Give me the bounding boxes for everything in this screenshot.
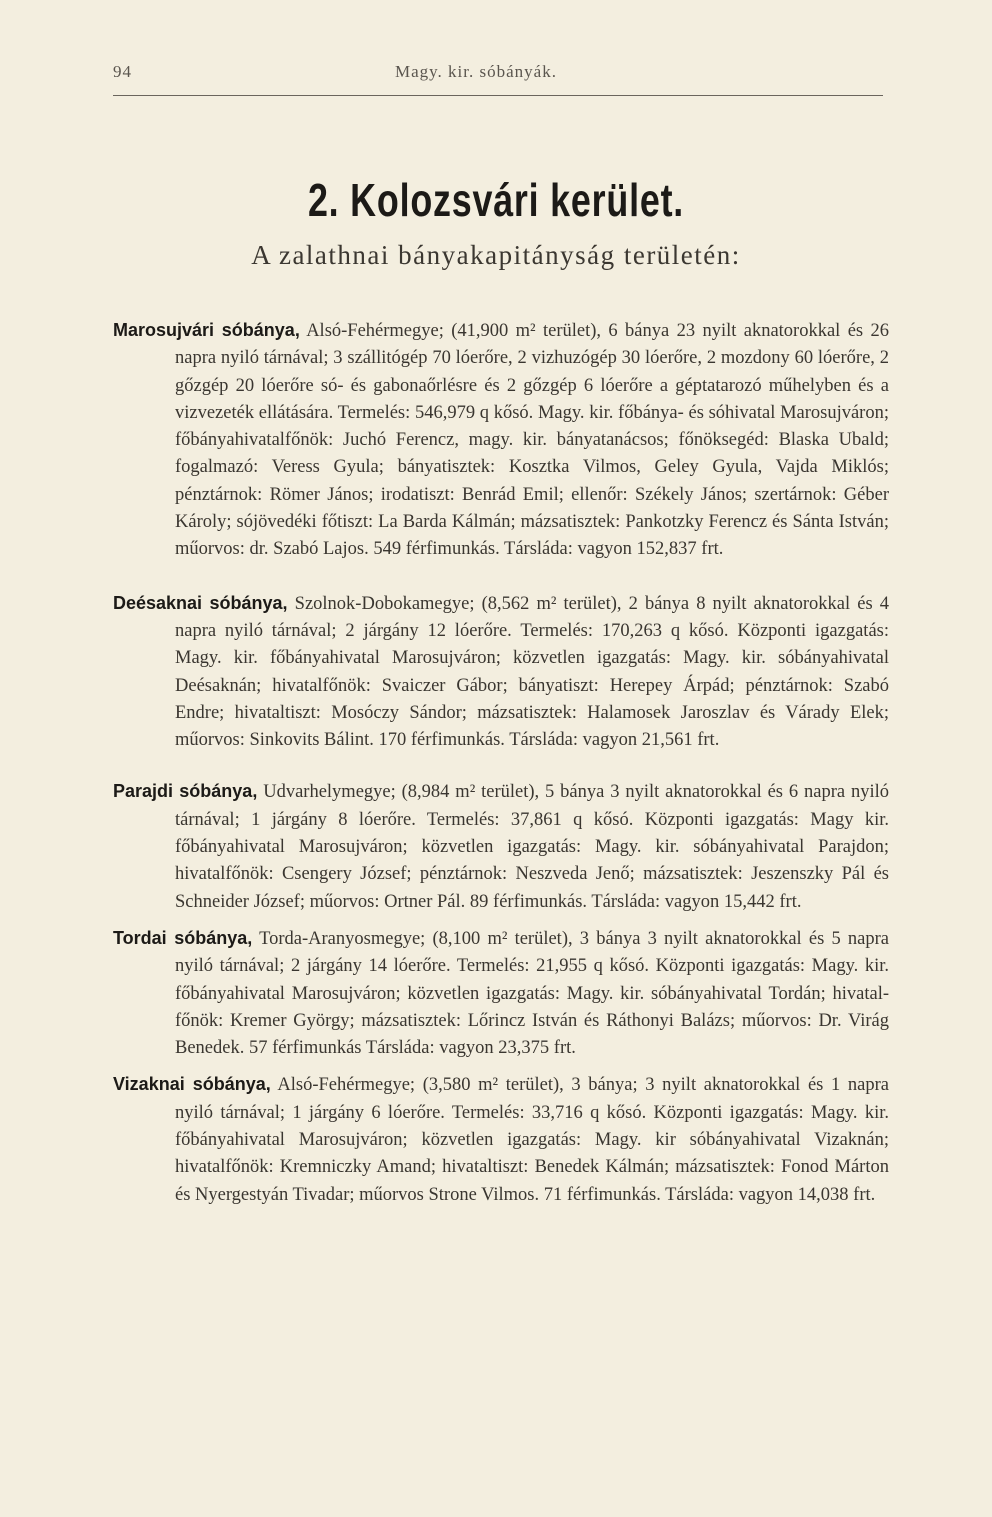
entries-list xyxy=(113,317,889,1218)
page-number: 94 xyxy=(113,62,132,81)
header-rule xyxy=(113,95,883,96)
entry-name: Vizaknai sóbánya, xyxy=(113,1074,271,1095)
entry-name: Marosujvári sóbánya, xyxy=(113,320,300,340)
entry-vizakna xyxy=(113,1071,889,1208)
entry-parajd xyxy=(113,778,889,915)
entry-marosujvar xyxy=(113,317,889,564)
chapter-title: 2. Kolozsvári kerület. xyxy=(307,174,685,226)
chapter-subtitle: A zalathnai bányakapitányság területén: xyxy=(251,240,741,270)
entry-name: Parajdi sóbánya, xyxy=(113,781,258,802)
entry-text: Alsó-Fehérmegye; (41,900 m² terület), 6 bánya 23 nyilt aknatorokkal és 26 napra nyiló tárnával; 3 szállitógép 70 lóerőre, 2 vizhuzógép 30 lóerőre, 2 mozdony 60 lóerőre, 2 gőzgép 20 lóerőre só- és gabonaőrlésre és 2 gőzgép 6 lóerőre a géptatarozó műhelyben és a vizvezeték ellátására. Termelés: 546,979 q kősó. Magy. kir. főbánya- és sóhivatal Marosujváron; főbányahivatalfőnök: Juchó Ferencz, magy. kir. bányatanácsos; főnöksegéd: Blaska Ubald; fogalmazó: Veress Gyula; bányatisztek: Kosztka Vilmos, Geley Gyula, Vajda Miklós; pénztárnok: Römer János; irodatiszt: Benrád Emil; ellenőr: Székely János; szertárnok: Géber Károly; sójövedéki főtiszt: La Barda Kálmán; mázsatisztek: Pankotzky Ferencz és Sánta István; műorvos: dr. Szabó Lajos. 549 férfimunkás. Társláda: vagyon 152,837 frt. xyxy=(175,321,889,560)
running-title: Magy. kir. sóbányák. xyxy=(395,62,557,81)
entry-deesakna xyxy=(113,590,889,755)
entry-text: Alsó-Fehérmegye; (3,580 m² terület), 3 bánya; 3 nyilt aknatorokkal és 1 napra nyiló tárnával; 1 járgány 6 lóerőre. Termelés: 33,716 q kősó. Központi igazgatás: Magy. kir. főbányahivatal Marosujváron; közvetlen igazgatás: Magy. kir sóbányahivatal Vizaknán; hivatalfőnök: Kremniczky Amand; hivataltiszt: Benedek Kálmán; mázsatisztek: Fonod Márton és Nyergestyán Tivadar; műorvos Strone Vilmos. 71 férfimunkás. Társláda: vagyon 14,038 frt. xyxy=(175,1075,889,1205)
entry-text: Torda-Aranyosmegye; (8,100 m² terület), 3 bánya 3 nyilt aknatorokkal és 5 napra nyiló tárnával; 2 járgány 14 lóerőre. Termelés: 21,955 q kősó. Központi igazgatás: Magy. kir. főbányahivatal Marosujváron; közvetlen igazgatás: Magy. kir. sóbányahivatal Tordán; hivatal-főnök: Kremer György; mázsatisztek: Lőrincz István és Ráthonyi Balázs; műorvos: Dr. Virág Benedek. 57 férfimunkás Társláda: vagyon 23,375 frt. xyxy=(175,928,889,1059)
entry-name: Tordai sóbánya, xyxy=(113,927,253,948)
entry-text: Udvarhelymegye; (8,984 m² terület), 5 bánya 3 nyilt aknatorokkal és 6 napra nyiló tárnával; 1 járgány 8 lóerőre. Termelés: 37,861 q kősó. Központi igazgatás: Magy kir. főbányahivatal Marosujváron; közvetlen igazgatás: Magy. kir. sóbányahivatal Parajdon; hivatalfőnök: Csengery József; pénztárnok: Neszveda Jenő; mázsatisztek: Jeszenszky Pál és Schneider József; műorvos: Ortner Pál. 89 férfimunkás. Társláda: vagyon 15,442 frt. xyxy=(175,782,890,912)
entry-torda xyxy=(113,925,889,1062)
entry-name: Deésaknai sóbánya, xyxy=(113,592,288,613)
entry-text: Szolnok-Dobokamegye; (8,562 m² terület), 2 bánya 8 nyilt aknatorokkal és 4 napra nyiló tárnával; 2 járgány 12 lóerőre. Termelés: 170,263 q kősó. Központi igazgatás: Magy. kir. főbányahivatal Marosujváron; közvetlen igazgatás: Magy. kir. sóbányahivatal Deésaknán; hivatalfőnök: Svaiczer Gábor; bányatiszt: Herepey Árpád; pénztárnok: Szabó Endre; hivataltiszt: Mosóczy Sándor; mázsatisztek: Halamosek Jaroszlav és Várady Elek; műorvos: Sinkovits Bálint. 170 férfimunkás. Társláda: vagyon 21,561 frt. xyxy=(175,593,889,751)
